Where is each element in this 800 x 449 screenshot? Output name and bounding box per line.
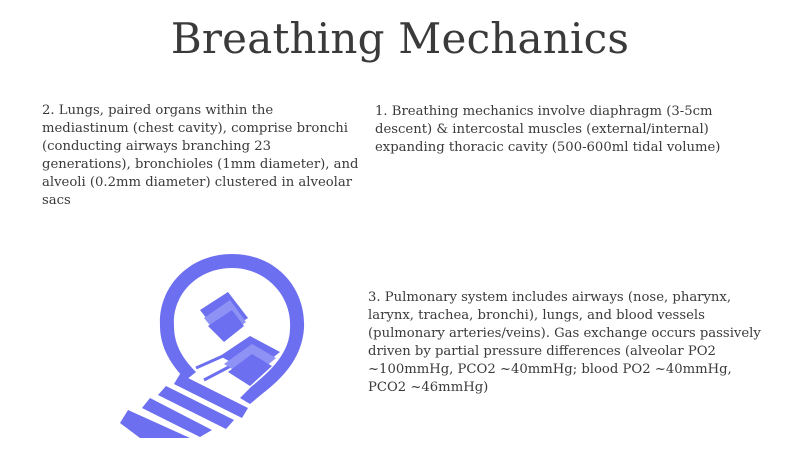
lightbulb-with-book-icon <box>100 248 320 438</box>
pulmonary-system-paragraph: 3. Pulmonary system includes airways (nose, pharynx, larynx, trachea, bronchi), lungs, and blood vessels (pulmonary arteries/veins). Gas exchange occurs passively driven by partial pressure differences (alveolar PO2 ~100mmHg, PCO2 ~40mmHg; blood PO2 ~40mmHg, PCO2 ~46mmHg) <box>368 290 761 395</box>
slide-title: Breathing Mechanics <box>170 14 630 63</box>
breathing-mechanics-paragraph: 1. Breathing mechanics involve diaphragm (3-5cm descent) & intercostal muscles (external/internal) expanding thoracic cavity (500-600ml tidal volume) <box>375 104 721 155</box>
lungs-paragraph: 2. Lungs, paired organs within the mediastinum (chest cavity), comprise bronchi (conducting airways branching 23 generations), bronchioles (1mm diameter), and alveoli (0.2mm diameter) clustered in alveolar sacs <box>42 103 359 208</box>
